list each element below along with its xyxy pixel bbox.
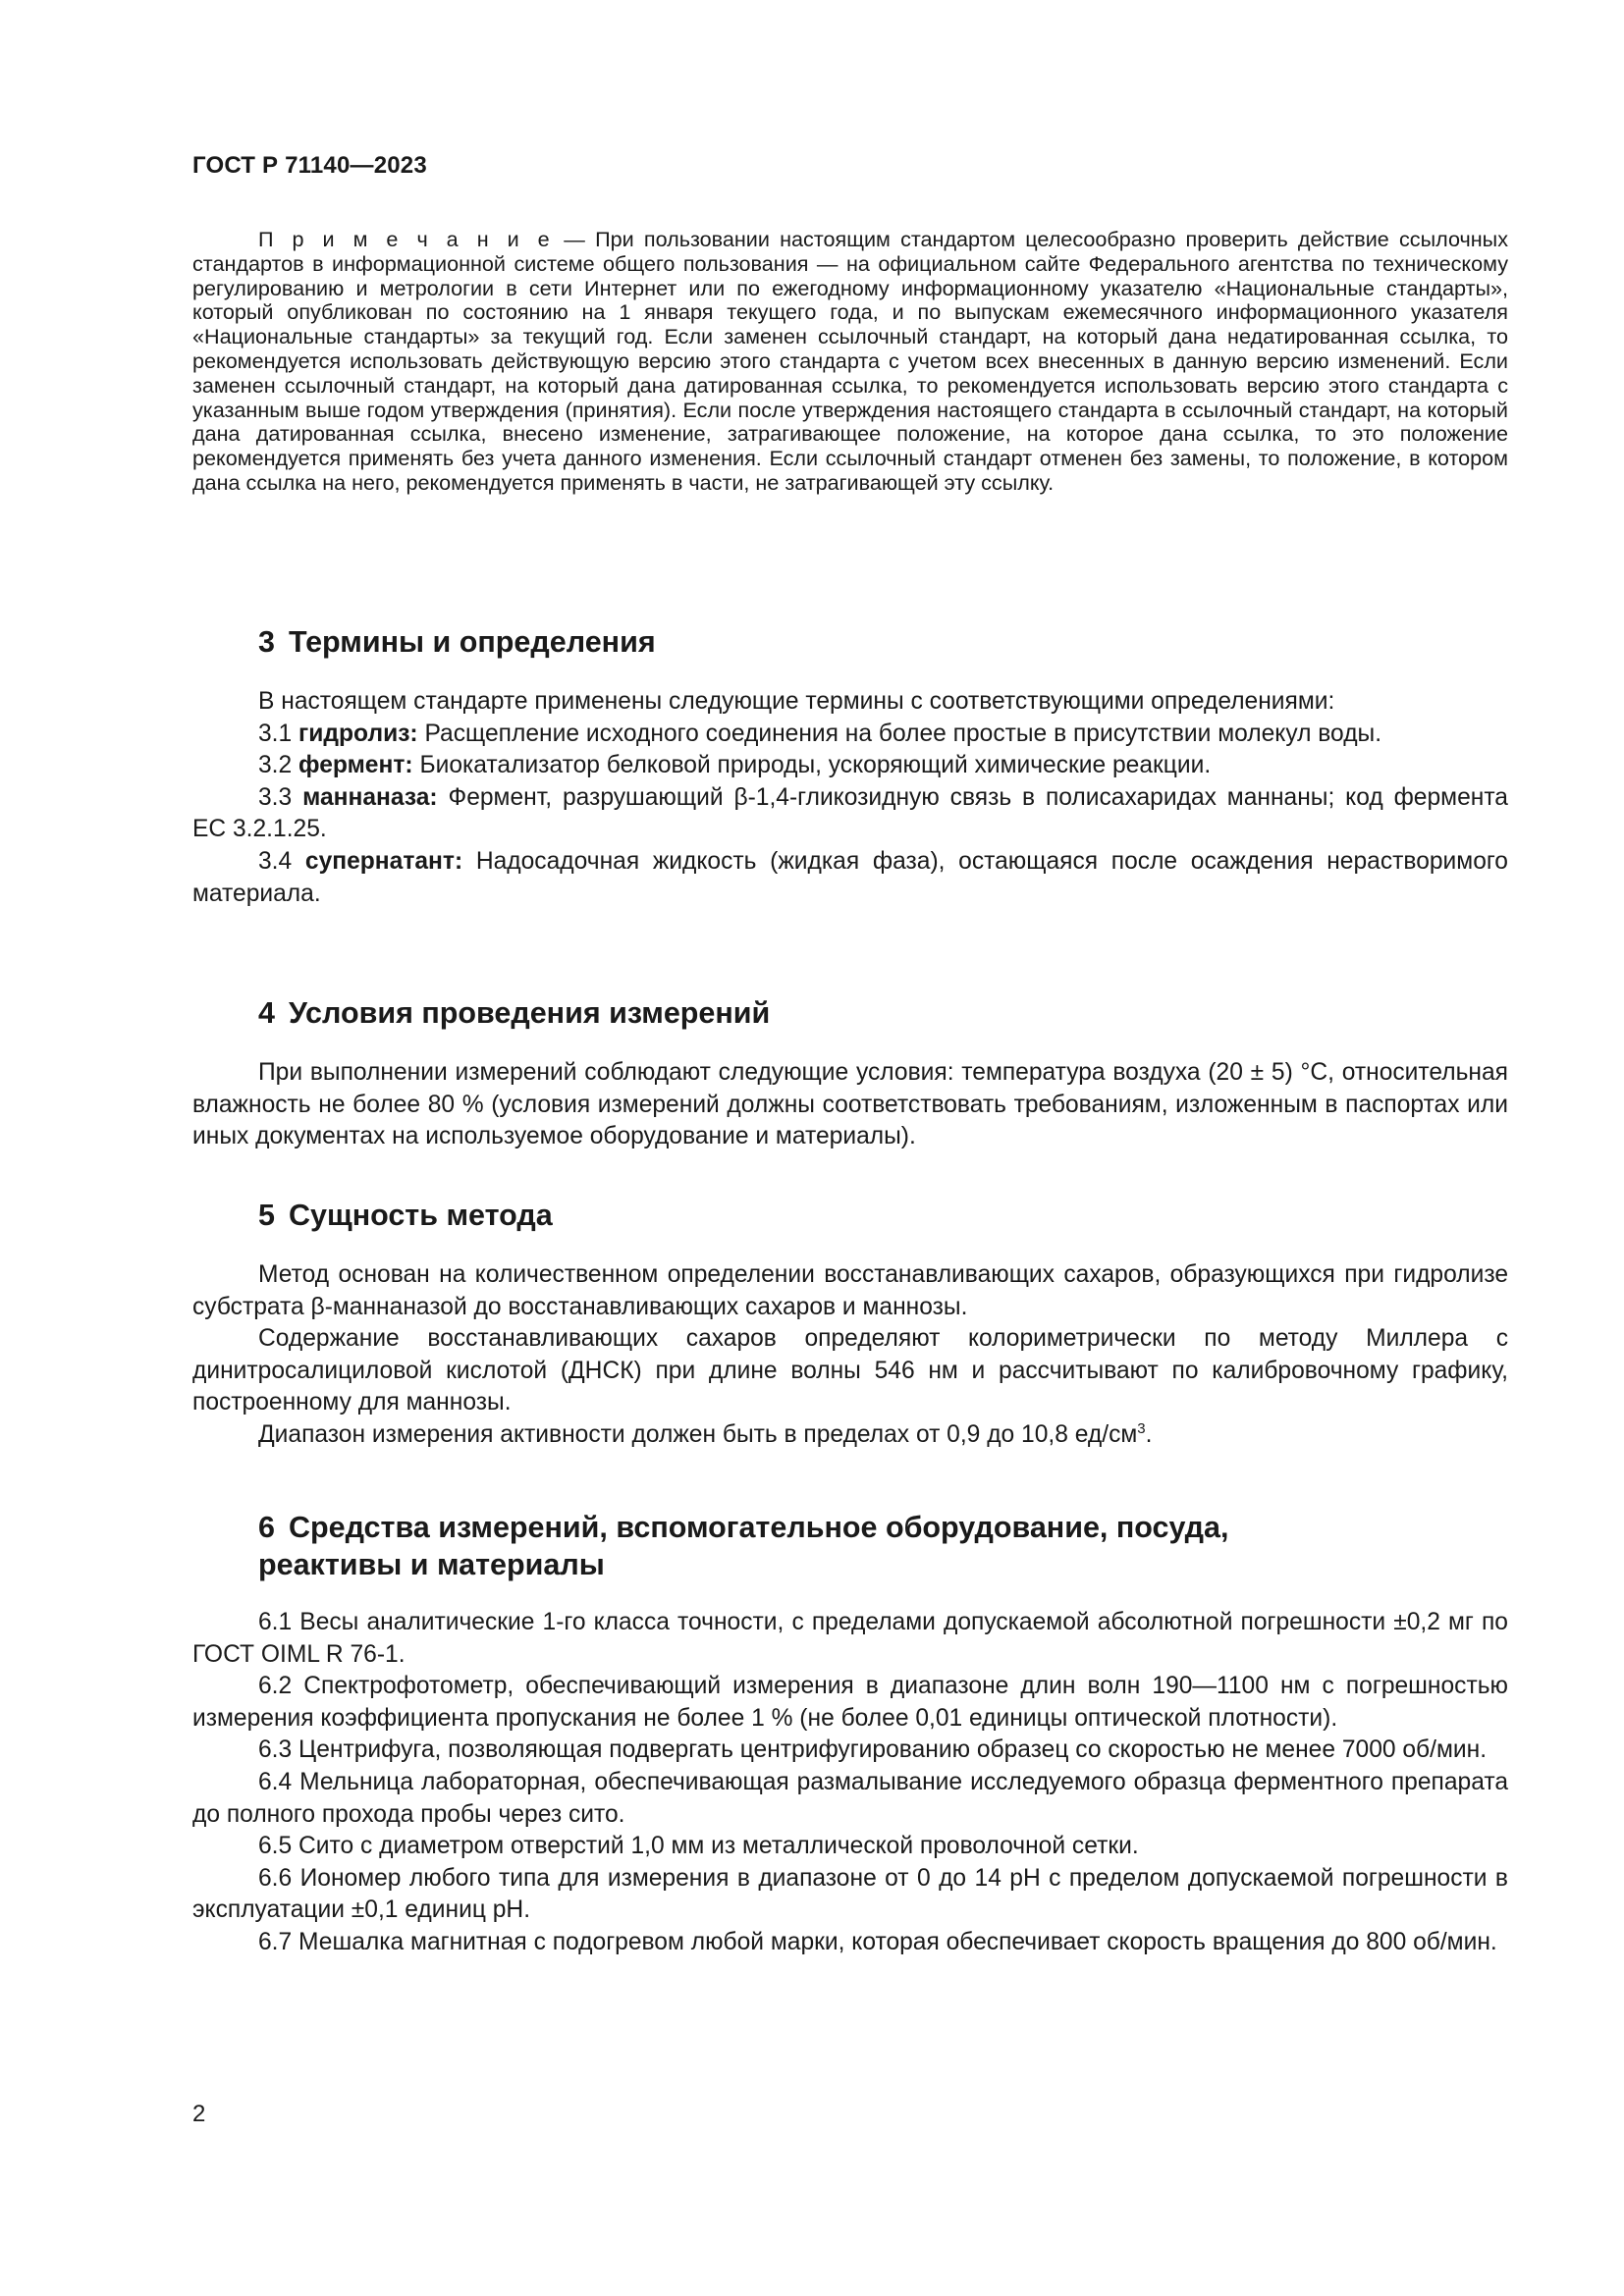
- term-definition: Биокатализатор белковой природы, ускоряющий химические реакции.: [419, 752, 1212, 779]
- section-intro: В настоящем стандарте применены следующие термины с соответствующими определениями:: [258, 688, 1335, 715]
- term-definition: Надосадочная жидкость (жидкая фаза), остающаяся после осаждения нерастворимого материала.: [192, 847, 1508, 907]
- section-5-body: [192, 1259, 1508, 1452]
- section-number: 3: [258, 625, 275, 659]
- list-item: 6.6 Иономер любого типа для измерения в диапазоне от 0 до 14 pH с пределом допускаемой погрешности в эксплуатации ±0,1 единиц pH.: [192, 1864, 1508, 1924]
- section-3-heading: [258, 623, 656, 661]
- section-4-heading: [258, 994, 770, 1032]
- term-name: фермент:: [298, 752, 413, 779]
- term-name: гидролиз:: [298, 720, 418, 747]
- section-title: Сущность метода: [288, 1199, 553, 1232]
- list-item: 6.3 Центрифуга, позволяющая подвергать центрифугированию образец со скоростью не менее 7000 об/мин.: [258, 1736, 1488, 1764]
- list-item: 6.5 Сито с диаметром отверстий 1,0 мм из металлической проволочной сетки.: [258, 1833, 1139, 1860]
- page-number: 2: [192, 2101, 206, 2127]
- term-item: 3.4 супернатант: Надосадочная жидкость (жидкая фаза), остающаяся после осаждения нерастворимого материала.: [192, 847, 1508, 907]
- list-item: 6.4 Мельница лабораторная, обеспечивающая размалывание исследуемого образца ферментного препарата до полного прохода пробы через сито.: [192, 1768, 1508, 1828]
- section-number: 6: [258, 1511, 275, 1544]
- document-code: ГОСТ Р 71140—2023: [192, 152, 427, 179]
- section-6-body: [192, 1607, 1508, 1959]
- section-paragraph: Метод основан на количественном определении восстанавливающих сахаров, образующихся при гидролизе субстрата β-маннаназой до восстанавливающих сахаров и маннозы.: [192, 1261, 1508, 1320]
- section-4-body: [192, 1057, 1508, 1153]
- section-paragraph: Диапазон измерения активности должен быть в пределах от 0,9 до 10,8 $ед/см^3$.: [258, 1419, 1153, 1448]
- section-6-heading: [258, 1509, 1228, 1583]
- section-paragraph: При выполнении измерений соблюдают следующие условия: температура воздуха (20 ± 5) °С, относительная влажность не более 80 % (условия измерений должны соответствовать требованиям, изложенным в паспортах или иных документах на используемое оборудование и материалы).: [192, 1059, 1508, 1150]
- section-title: Термины и определения: [288, 625, 656, 659]
- section-title: Условия проведения измерений: [288, 996, 771, 1030]
- term-item: 3.3 маннаназа: Фермент, разрушающий β-1,4-гликозидную связь в полисахаридах маннаны; код фермента ЕС 3.2.1.25.: [192, 783, 1508, 843]
- list-item: 6.2 Спектрофотометр, обеспечивающий измерения в диапазоне длин волн 190—1100 нм с погрешностью измерения коэффициента пропускания не более 1 % (не более 0,01 единицы оптической плотности).: [192, 1673, 1508, 1732]
- section-5-heading: [258, 1197, 553, 1234]
- section-3-body: [192, 686, 1508, 910]
- note-text: — При пользовании настоящим стандартом целесообразно проверить действие ссылочных стандартов в информационной системе общего пользования — на официальном сайте Федерального агентства по техническому регулированию и метрологии в сети Интернет или по ежегодному информационному указателю «Национальные стандарты», который опубликован по состоянию на 1 января текущего года, и по выпускам ежемесячного информационного указателя «Национальные стандарты» за текущий год. Если заменен ссылочный стандарт, на который дана недатированная ссылка, то рекомендуется использовать действующую версию этого стандарта с учетом всех внесенных в данную версию изменений. Если заменен ссылочный стандарт, на который дана датированная ссылка, то рекомендуется использовать версию этого стандарта с указанным выше годом утверждения (принятия). Если после утверждения настоящего стандарта в ссылочный стандарт, на который дана датированная ссылка, внесено изменение, затрагивающее положение, на которое дана ссылка, то это положение рекомендуется применять без учета данного изменения. Если ссылочный стандарт отменен без замены, то положение, в котором дана ссылка на него, рекомендуется применять в части, не затрагивающей эту ссылку.: [192, 227, 1508, 495]
- section-title-continued: реактивы и материалы: [258, 1548, 605, 1581]
- list-item: 6.1 Весы аналитические 1-го класса точности, с пределами допускаемой абсолютной погрешности ±0,2 мг по ГОСТ OIML R 76-1.: [192, 1609, 1508, 1668]
- term-name: супернатант:: [304, 847, 463, 875]
- term-name: маннаназа:: [302, 783, 438, 811]
- list-item: 6.7 Мешалка магнитная с подогревом любой марки, которая обеспечивает скорость вращения до 800 об/мин.: [258, 1928, 1497, 1955]
- section-title: Средства измерений, вспомогательное оборудование, посуда,: [288, 1511, 1229, 1544]
- section-number: 5: [258, 1199, 275, 1232]
- term-definition: Расщепление исходного соединения на более простые в присутствии молекул воды.: [424, 720, 1382, 747]
- term-definition: Фермент, разрушающий β-1,4-гликозидную связь в полисахаридах маннаны; код фермента ЕС 3.2.1.25.: [192, 783, 1508, 843]
- section-paragraph: Содержание восстанавливающих сахаров определяют колориметрически по методу Миллера с динитросалициловой кислотой (ДНСК) при длине волны 546 нм и рассчитывают по калибровочному графику, построенному для маннозы.: [192, 1325, 1508, 1416]
- reference-note: [192, 228, 1508, 496]
- term-item: 3.1 гидролиз: Расщепление исходного соединения на более простые в присутствии молекул воды.: [258, 720, 1382, 747]
- note-label: П р и м е ч а н и е: [258, 227, 555, 251]
- term-item: 3.2 фермент: Биокатализатор белковой природы, ускоряющий химические реакции.: [258, 752, 1212, 779]
- section-number: 4: [258, 996, 275, 1030]
